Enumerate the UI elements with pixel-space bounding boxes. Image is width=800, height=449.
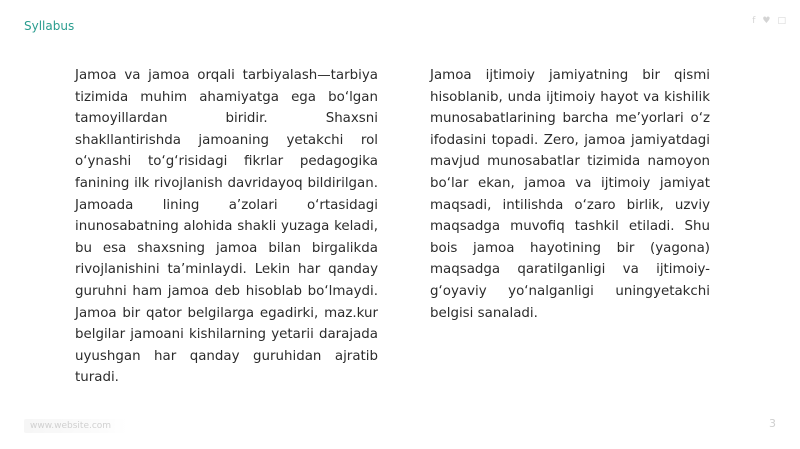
social-links — [752, 16, 786, 26]
twitter-icon[interactable]: ♥ — [762, 16, 771, 26]
facebook-icon[interactable]: f — [752, 16, 756, 26]
left-text-column: Jamoa va jamoa orqali tarbiyalash—tarbiya tizimida muhim ahamiyatga ega bo‘lgan tamoyillardan biridir. Shaxsni shakllantirishda jamoaning yetakchi rol o‘ynashi to‘g‘risidagi fikrlar pedagogika fanining ilk rivojlanish davridayoq bildirilgan. Jamoada lining a’zolari o‘rtasidagi inunosabatning alohida shakli yuzaga keladi, bu esa shaxsning jamoa bilan birgalikda rivojlanishini ta’minlaydi. Lekin har qanday guruhni ham jamoa deb hisoblab bo‘lmaydi. Jamoa bir qator belgilarga egadirki, maz.kur belgilar jamoani kishilarning yetarii darajada uyushgan har qanday guruhidan ajratib turadi. — [75, 68, 378, 386]
right-text-column: Jamoa ijtimoiy jamiyatning bir qismi hisoblanib, unda ijtimoiy hayot va kishilik munosabatlarining barcha me’yorlari o‘z ifodasini topadi. Zero, jamoa jamiyatdagi mavjud munosabatlar tizimida namoyon bo‘lar ekan, jamoa va ijtimoiy jamiyat maqsadi, intilishda o‘zaro birlik, uzviy maqsadga muvofiq tashkil etiladi. Shu bois jamoa hayotining bir (yagona) maqsadga qaratilganligi va ijtimoiy-g‘oyaviy yo‘nalganligi uningyetakchi belgisi sanaladi. — [430, 68, 710, 321]
page-title: Syllabus — [24, 19, 75, 33]
instagram-icon[interactable]: □ — [777, 16, 786, 26]
website-url[interactable]: www.website.com — [24, 419, 127, 433]
page-number: 3 — [769, 417, 776, 430]
